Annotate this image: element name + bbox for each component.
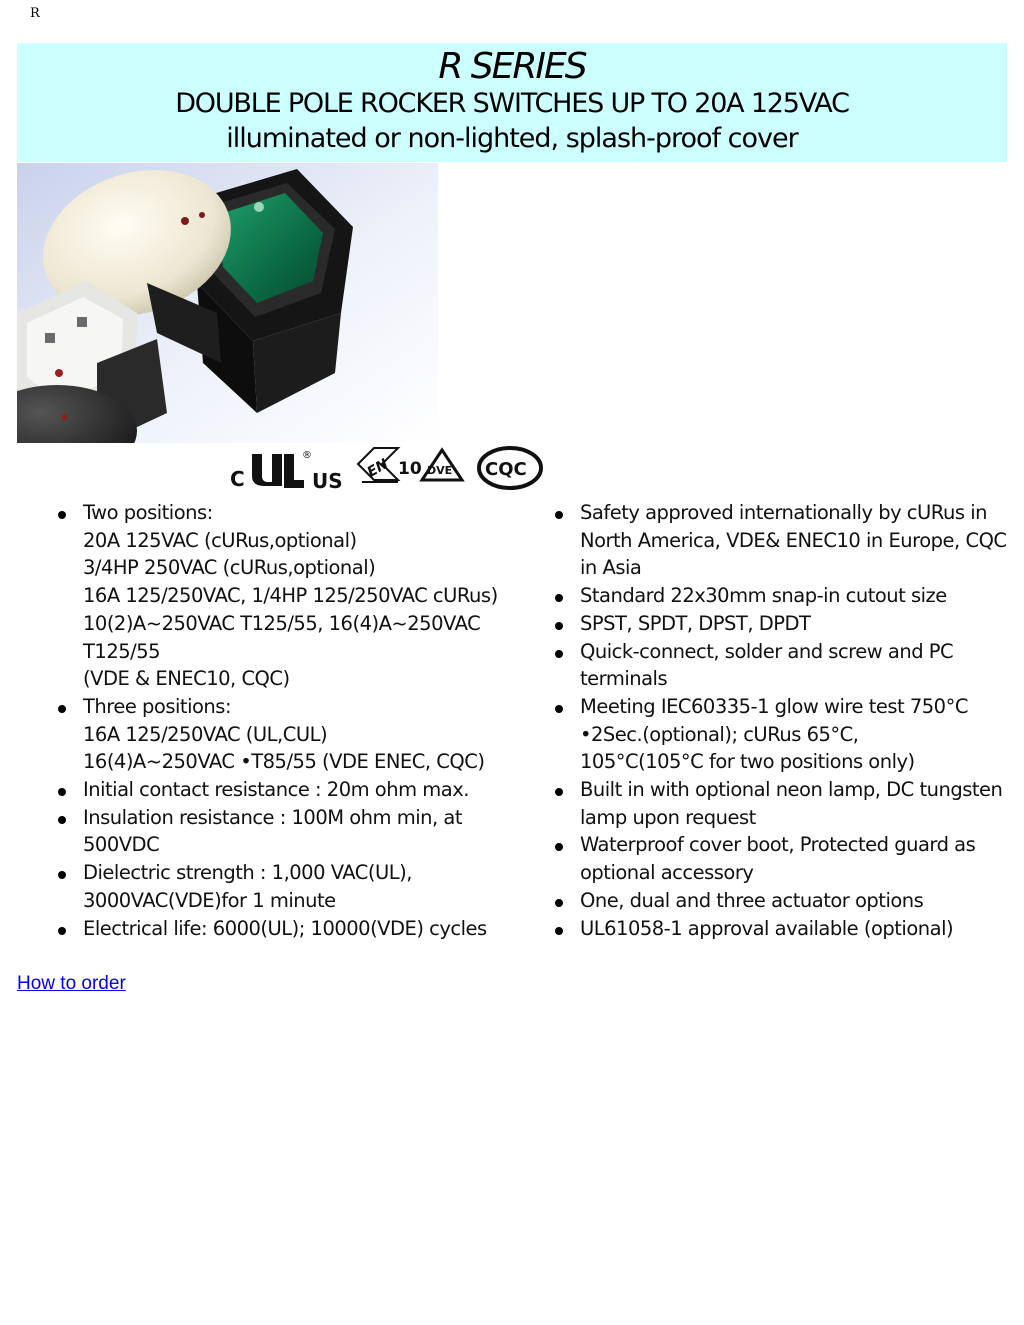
cert-us-text: US	[312, 469, 343, 492]
cert-dve-text: DVE	[427, 464, 453, 477]
feature-line: (VDE & ENEC10, CQC)	[83, 667, 290, 691]
cert-cqc-text: CQC	[485, 459, 527, 480]
feature-item	[555, 776, 1015, 831]
feature-line: Safety approved internationally by cURus in	[580, 501, 987, 524]
product-photo	[17, 163, 438, 443]
series-description: illuminated or non-lighted, splash-proof cover	[226, 123, 798, 154]
feature-line: 3/4HP 250VAC (cURus,optional)	[83, 556, 376, 580]
cert-en-text: EN	[364, 456, 392, 481]
series-title: R SERIES	[438, 46, 586, 87]
feature-line: Three positions:	[83, 694, 232, 718]
feature-line: Two positions:	[83, 501, 213, 524]
feature-item	[555, 582, 1015, 610]
feature-item	[58, 859, 508, 914]
feature-line: Electrical life: 6000(UL); 10000(VDE) cycles	[83, 916, 487, 940]
feature-line: Waterproof cover boot, Protected guard as	[580, 833, 976, 857]
feature-line: 500VDC	[83, 833, 160, 857]
feature-line: lamp upon request	[580, 805, 756, 829]
feature-line: 20A 125VAC (cURus,optional)	[83, 528, 357, 552]
feature-list-left	[58, 499, 508, 942]
feature-line: Built in with optional neon lamp, DC tungsten	[580, 778, 1003, 802]
feature-line: 105°C(105°C for two positions only)	[580, 750, 915, 774]
feature-line: terminals	[580, 667, 668, 691]
series-header	[17, 43, 1007, 162]
feature-item	[58, 499, 508, 693]
feature-list-right	[555, 499, 1015, 942]
feature-line: optional accessory	[580, 861, 754, 885]
feature-line: T125/55	[83, 639, 161, 663]
feature-item	[555, 610, 1015, 638]
feature-line: in Asia	[580, 556, 642, 580]
feature-item	[555, 499, 1015, 582]
feature-line: One, dual and three actuator options	[580, 888, 924, 912]
feature-line: Meeting IEC60335-1 glow wire test 750°C	[580, 694, 968, 718]
feature-line: 3000VAC(VDE)for 1 minute	[83, 888, 336, 912]
feature-line: 16(4)A~250VAC •T85/55 (VDE ENEC, CQC)	[83, 750, 485, 774]
feature-line: 16A 125/250VAC (UL,CUL)	[83, 722, 328, 746]
cert-c-text: C	[230, 467, 245, 491]
feature-item	[555, 887, 1015, 915]
feature-item	[555, 638, 1015, 693]
certification-marks	[228, 442, 543, 492]
page-label: R	[30, 6, 40, 21]
feature-line: Quick-connect, solder and screw and PC	[580, 639, 954, 663]
feature-line: •2Sec.(optional); cURus 65°C,	[580, 722, 859, 746]
cert-registered-text: ®	[302, 450, 312, 461]
feature-line: UL61058-1 approval available (optional)	[580, 916, 954, 940]
feature-item	[555, 831, 1015, 886]
feature-item	[58, 804, 508, 859]
cert-ten-text: 10	[398, 459, 422, 479]
feature-line: SPST, SPDT, DPST, DPDT	[580, 611, 811, 635]
ul-recognized-icon	[252, 454, 304, 488]
feature-line: 10(2)A~250VAC T125/55, 16(4)A~250VAC	[83, 611, 481, 635]
feature-line: Dielectric strength : 1,000 VAC(UL),	[83, 861, 412, 885]
feature-line: Insulation resistance : 100M ohm min, at	[83, 805, 462, 829]
rocker-switch-illustration	[17, 163, 438, 443]
feature-item	[555, 915, 1015, 943]
feature-line: Standard 22x30mm snap-in cutout size	[580, 584, 947, 608]
feature-item	[58, 693, 508, 776]
feature-item	[58, 776, 508, 804]
feature-line: 16A 125/250VAC, 1/4HP 125/250VAC cURus)	[83, 584, 498, 608]
feature-item	[58, 915, 508, 943]
series-subtitle: DOUBLE POLE ROCKER SWITCHES UP TO 20A 125VAC	[175, 88, 849, 119]
certification-logos	[228, 442, 543, 492]
feature-item	[555, 693, 1015, 776]
feature-line: Initial contact resistance : 20m ohm max.	[83, 778, 469, 802]
feature-line: North America, VDE& ENEC10 in Europe, CQC	[580, 528, 1007, 552]
how-to-order-link[interactable]: How to order	[17, 973, 126, 994]
